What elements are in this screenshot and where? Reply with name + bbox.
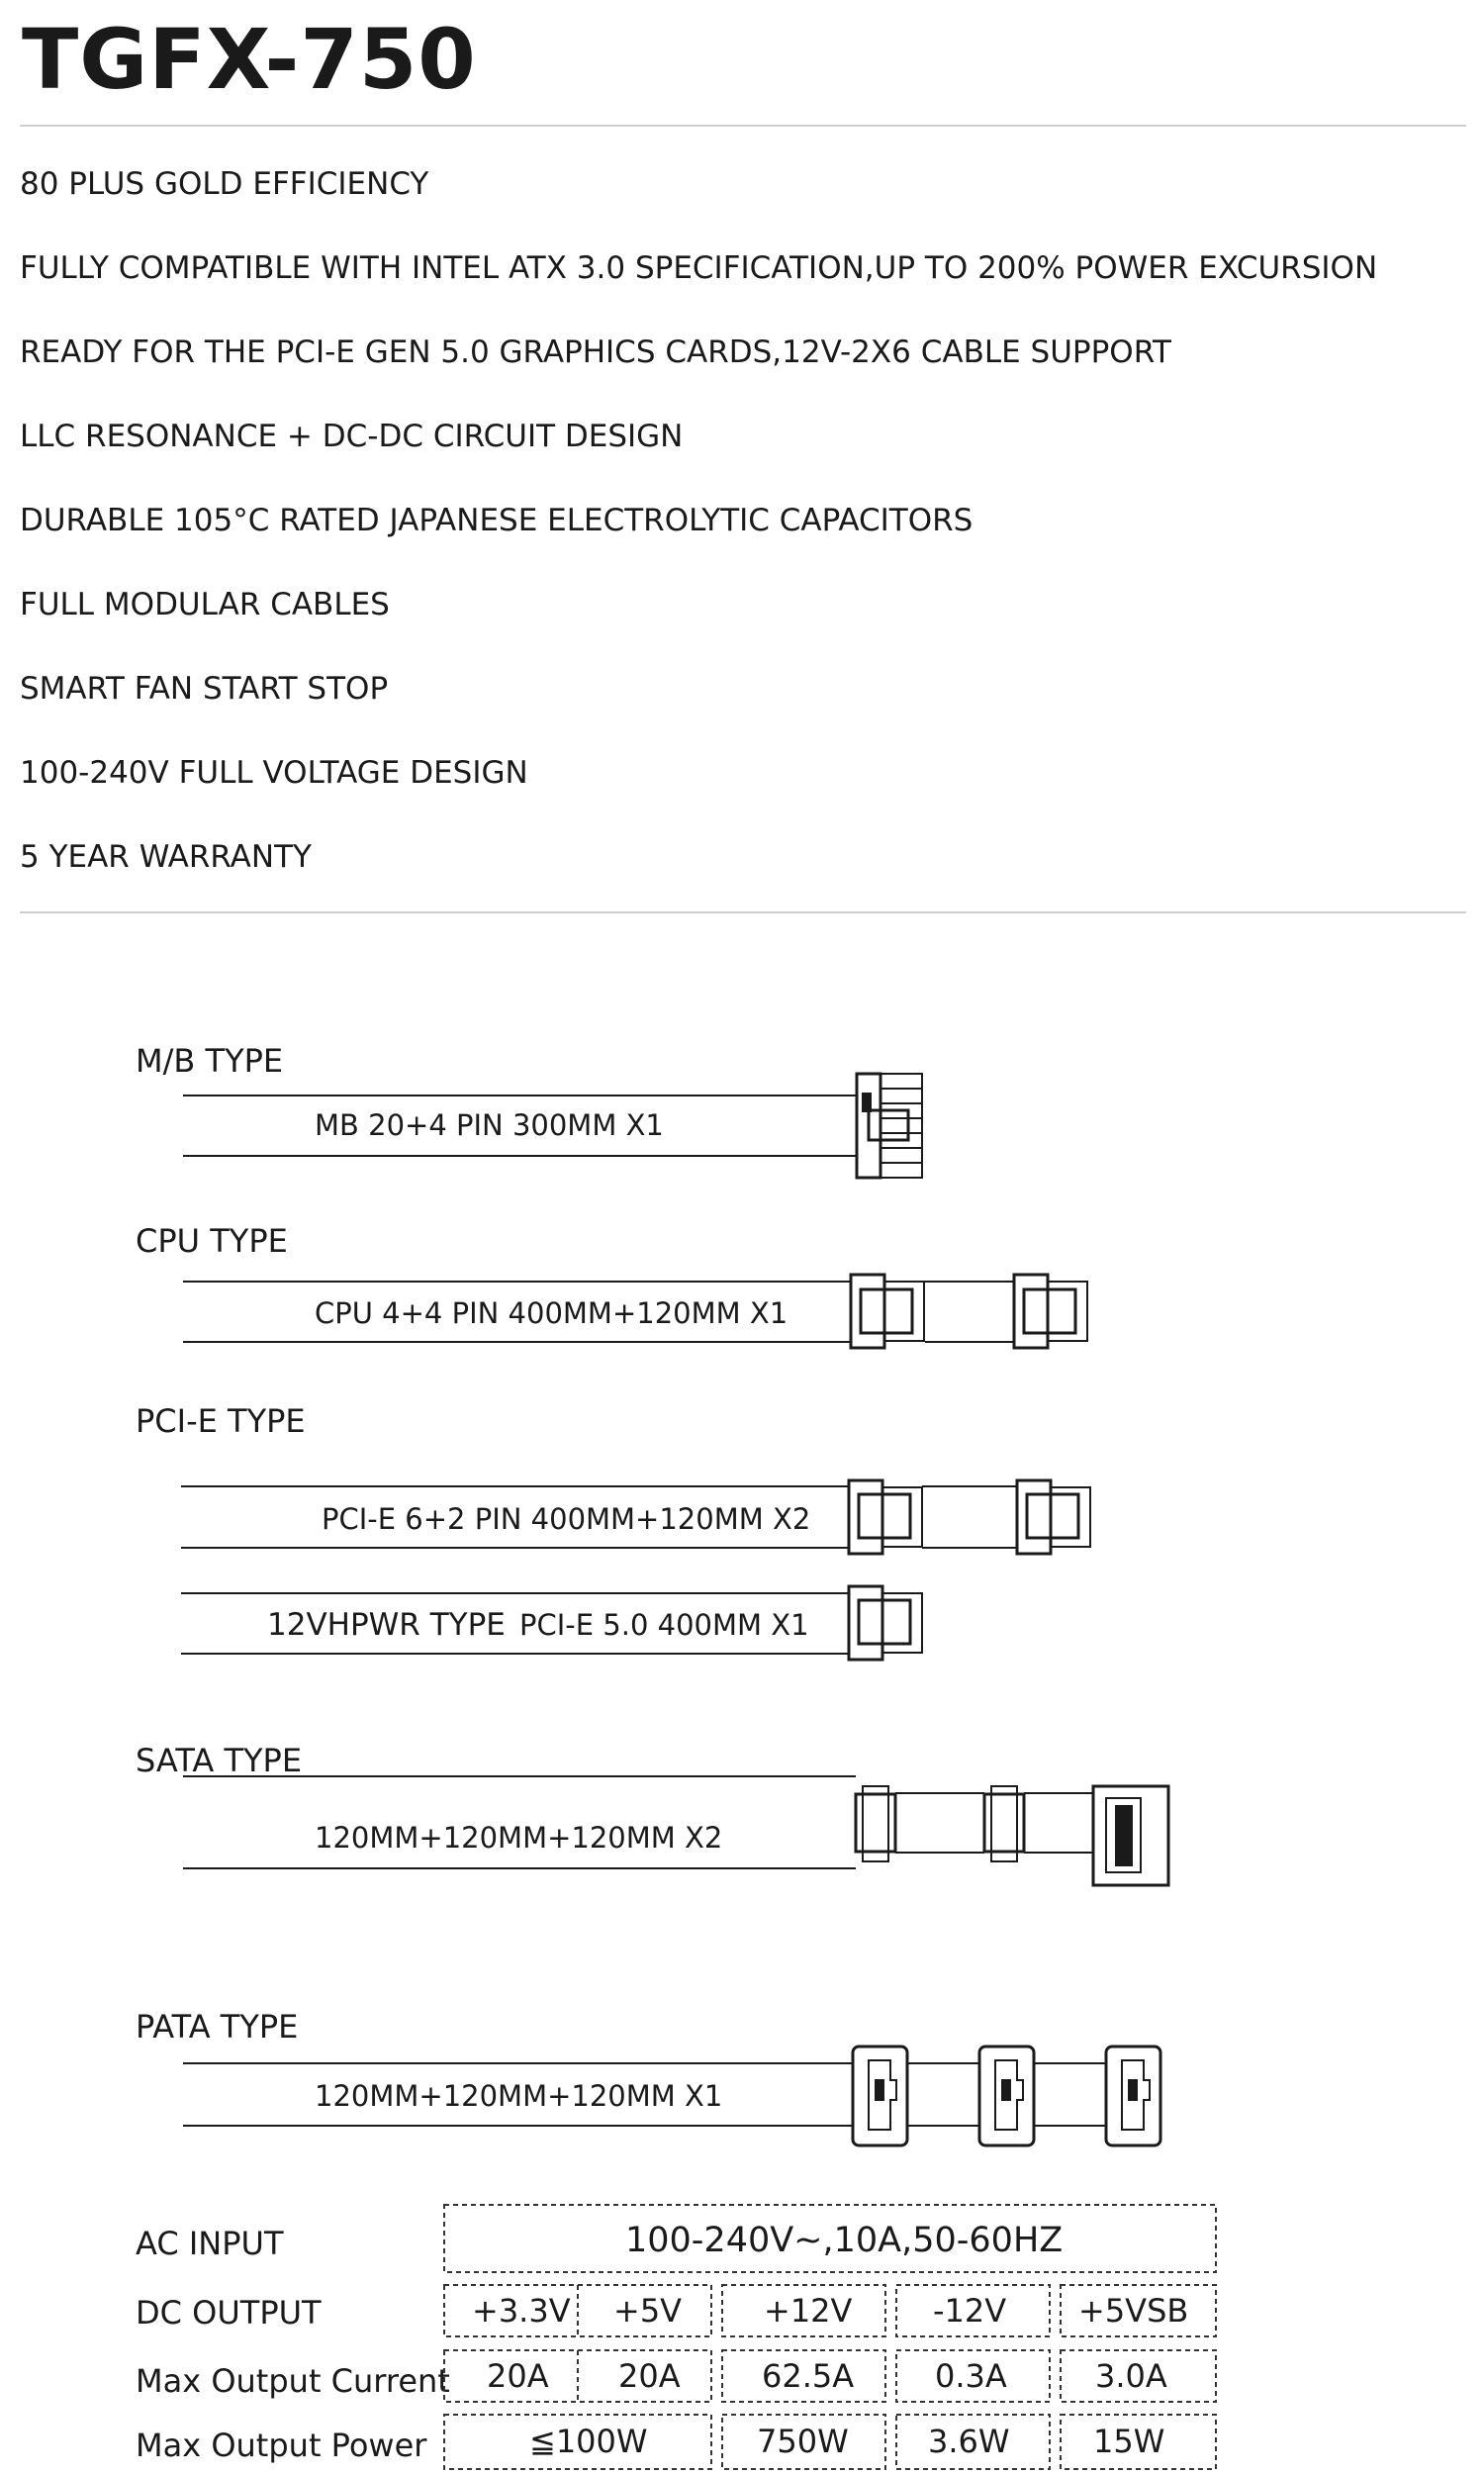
- pata-type-label: PATA TYPE: [136, 2008, 299, 2046]
- feature-item: 5 YEAR WARRANTY: [20, 839, 312, 875]
- current-5vsb: 3.0A: [1095, 2357, 1167, 2395]
- pcie-type-label: PCI-E TYPE: [136, 1402, 306, 1440]
- rail-12v: +12V: [764, 2292, 853, 2330]
- feature-item: 100-240V FULL VOLTAGE DESIGN: [20, 755, 528, 791]
- sata-type-label: SATA TYPE: [136, 1742, 303, 1779]
- current-neg12v: 0.3A: [935, 2357, 1007, 2395]
- ac-input-label: AC INPUT: [136, 2225, 284, 2262]
- section-divider: [20, 911, 1466, 913]
- cable-diagrams: [0, 1029, 1484, 2217]
- rail-neg12v: -12V: [933, 2292, 1007, 2330]
- cpu-cable-spec: CPU 4+4 PIN 400MM+120MM X1: [315, 1296, 788, 1330]
- current-5v: 20A: [618, 2357, 681, 2395]
- dc-output-label: DC OUTPUT: [136, 2294, 322, 2332]
- 12vhpwr-type-label: 12VHPWR TYPE: [267, 1607, 506, 1643]
- rail-5v: +5V: [613, 2292, 683, 2330]
- pata-cable-spec: 120MM+120MM+120MM X1: [315, 2079, 723, 2113]
- ac-input-value: 100-240V~,10A,50-60HZ: [625, 2221, 1064, 2260]
- current-3v3: 20A: [487, 2357, 549, 2395]
- 12vhpwr-cable-spec: PCI-E 5.0 400MM X1: [519, 1608, 809, 1642]
- feature-item: 80 PLUS GOLD EFFICIENCY: [20, 166, 429, 202]
- power-12v: 750W: [757, 2423, 849, 2460]
- max-power-label: Max Output Power: [136, 2427, 427, 2464]
- max-current-label: Max Output Current: [136, 2362, 450, 2400]
- mb-cable-spec: MB 20+4 PIN 300MM X1: [315, 1108, 664, 1142]
- feature-item: FULL MODULAR CABLES: [20, 587, 390, 622]
- power-neg12v: 3.6W: [928, 2423, 1010, 2460]
- feature-item: FULLY COMPATIBLE WITH INTEL ATX 3.0 SPECIFICATION,UP TO 200% POWER EXCURSION: [20, 250, 1378, 286]
- feature-list: [20, 156, 1377, 913]
- feature-item: READY FOR THE PCI-E GEN 5.0 GRAPHICS CARDS,12V-2X6 CABLE SUPPORT: [20, 334, 1171, 370]
- current-12v: 62.5A: [762, 2357, 855, 2395]
- rail-5vsb: +5VSB: [1078, 2292, 1189, 2330]
- pcie-cable-spec: PCI-E 6+2 PIN 400MM+120MM X2: [322, 1502, 811, 1536]
- mb-type-label: M/B TYPE: [136, 1042, 284, 1080]
- rail-3v3: +3.3V: [472, 2292, 571, 2330]
- top-divider: [20, 125, 1466, 127]
- power-3v3-5v: ≦100W: [529, 2423, 648, 2460]
- feature-item: LLC RESONANCE + DC-DC CIRCUIT DESIGN: [20, 419, 684, 454]
- sata-cable-spec: 120MM+120MM+120MM X2: [315, 1821, 723, 1855]
- feature-item: SMART FAN START STOP: [20, 671, 389, 707]
- product-title: TGFX-750: [22, 11, 477, 108]
- feature-item: DURABLE 105°C RATED JAPANESE ELECTROLYTIC CAPACITORS: [20, 503, 974, 538]
- power-5vsb: 15W: [1093, 2423, 1165, 2460]
- cpu-type-label: CPU TYPE: [136, 1222, 288, 1260]
